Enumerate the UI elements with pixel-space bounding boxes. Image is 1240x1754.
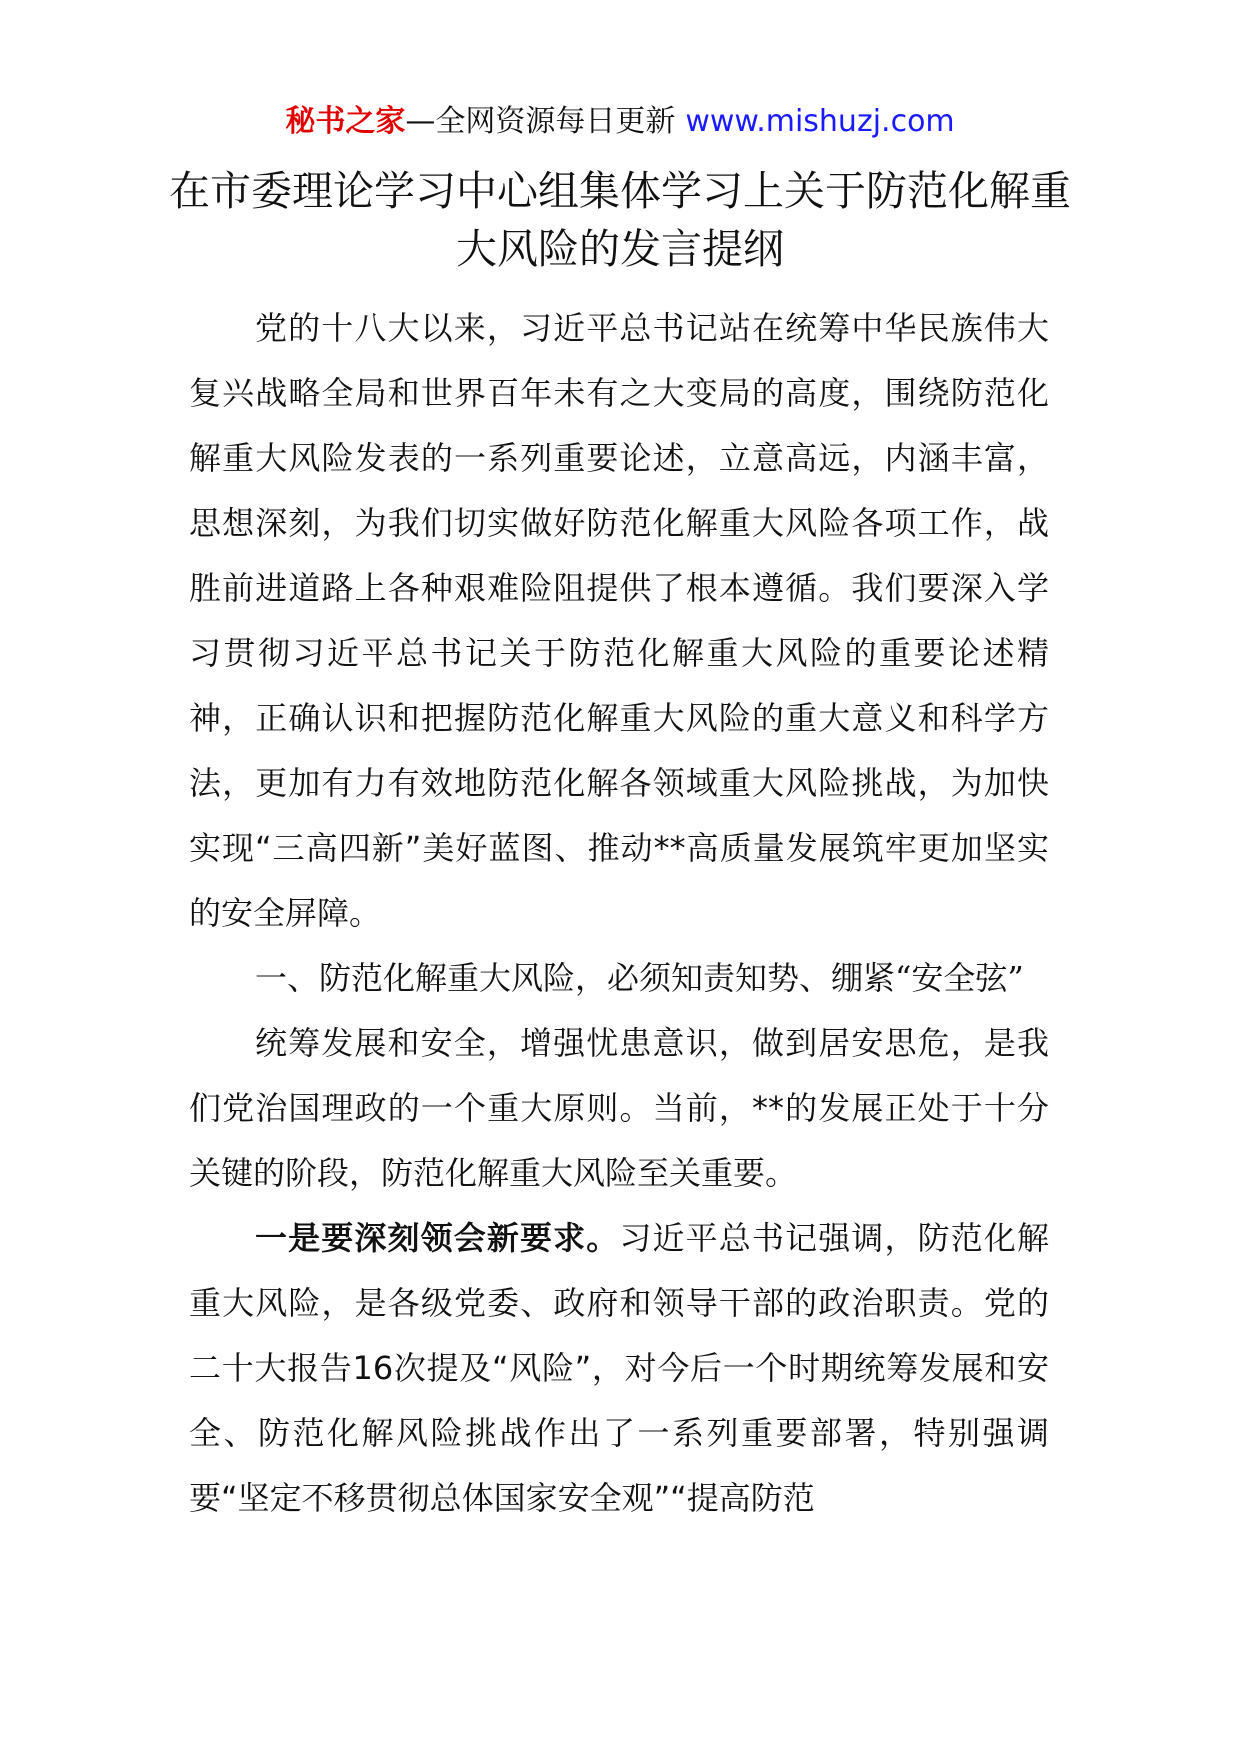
- document-title: 在市委理论学习中心组集体学习上关于防范化解重大风险的发言提纲: [169, 167, 1071, 273]
- brand-name: 秘书之家: [285, 104, 406, 139]
- site-url-link[interactable]: www.mishuzj.com: [685, 104, 955, 139]
- document-body: [189, 296, 1049, 1531]
- header-tagline: —全网资源每日更新: [405, 104, 676, 139]
- point-1-text: 习近平总书记强调，防范化解重大风险，是各级党委、政府和领导干部的政治职责。党的二十大报告16次提及“风险”，对今后一个时期统筹发展和安全、防范化解风险挑战作出了一系列重要部署，特别强调要“坚定不移贯彻总体国家安全观”“提高防范: [189, 1219, 1049, 1517]
- point-1-lead: 一是要深刻领会新要求。: [255, 1219, 620, 1257]
- site-header: [0, 100, 1240, 144]
- section-heading-1: 一、防范化解重大风险，必须知责知势、绷紧“安全弦”: [255, 959, 1024, 997]
- point-1-paragraph: [189, 1206, 1049, 1531]
- intro-paragraph: 党的十八大以来，习近平总书记站在统筹中华民族伟大复兴战略全局和世界百年未有之大变局的高度，围绕防范化解重大风险发表的一系列重要论述，立意高远，内涵丰富，思想深刻，为我们切实做好防范化解重大风险各项工作，战胜前进道路上各种艰难险阻提供了根本遵循。我们要深入学习贯彻习近平总书记关于防范化解重大风险的重要论述精神，正确认识和把握防范化解重大风险的重大意义和科学方法，更加有力有效地防范化解各领域重大风险挑战，为加快实现“三高四新”美好蓝图、推动**高质量发展筑牢更加坚实的安全屏障。: [189, 309, 1049, 932]
- section-1-paragraph: 统筹发展和安全，增强忧患意识，做到居安思危，是我们党治国理政的一个重大原则。当前，**的发展正处于十分关键的阶段，防范化解重大风险至关重要。: [189, 1024, 1049, 1192]
